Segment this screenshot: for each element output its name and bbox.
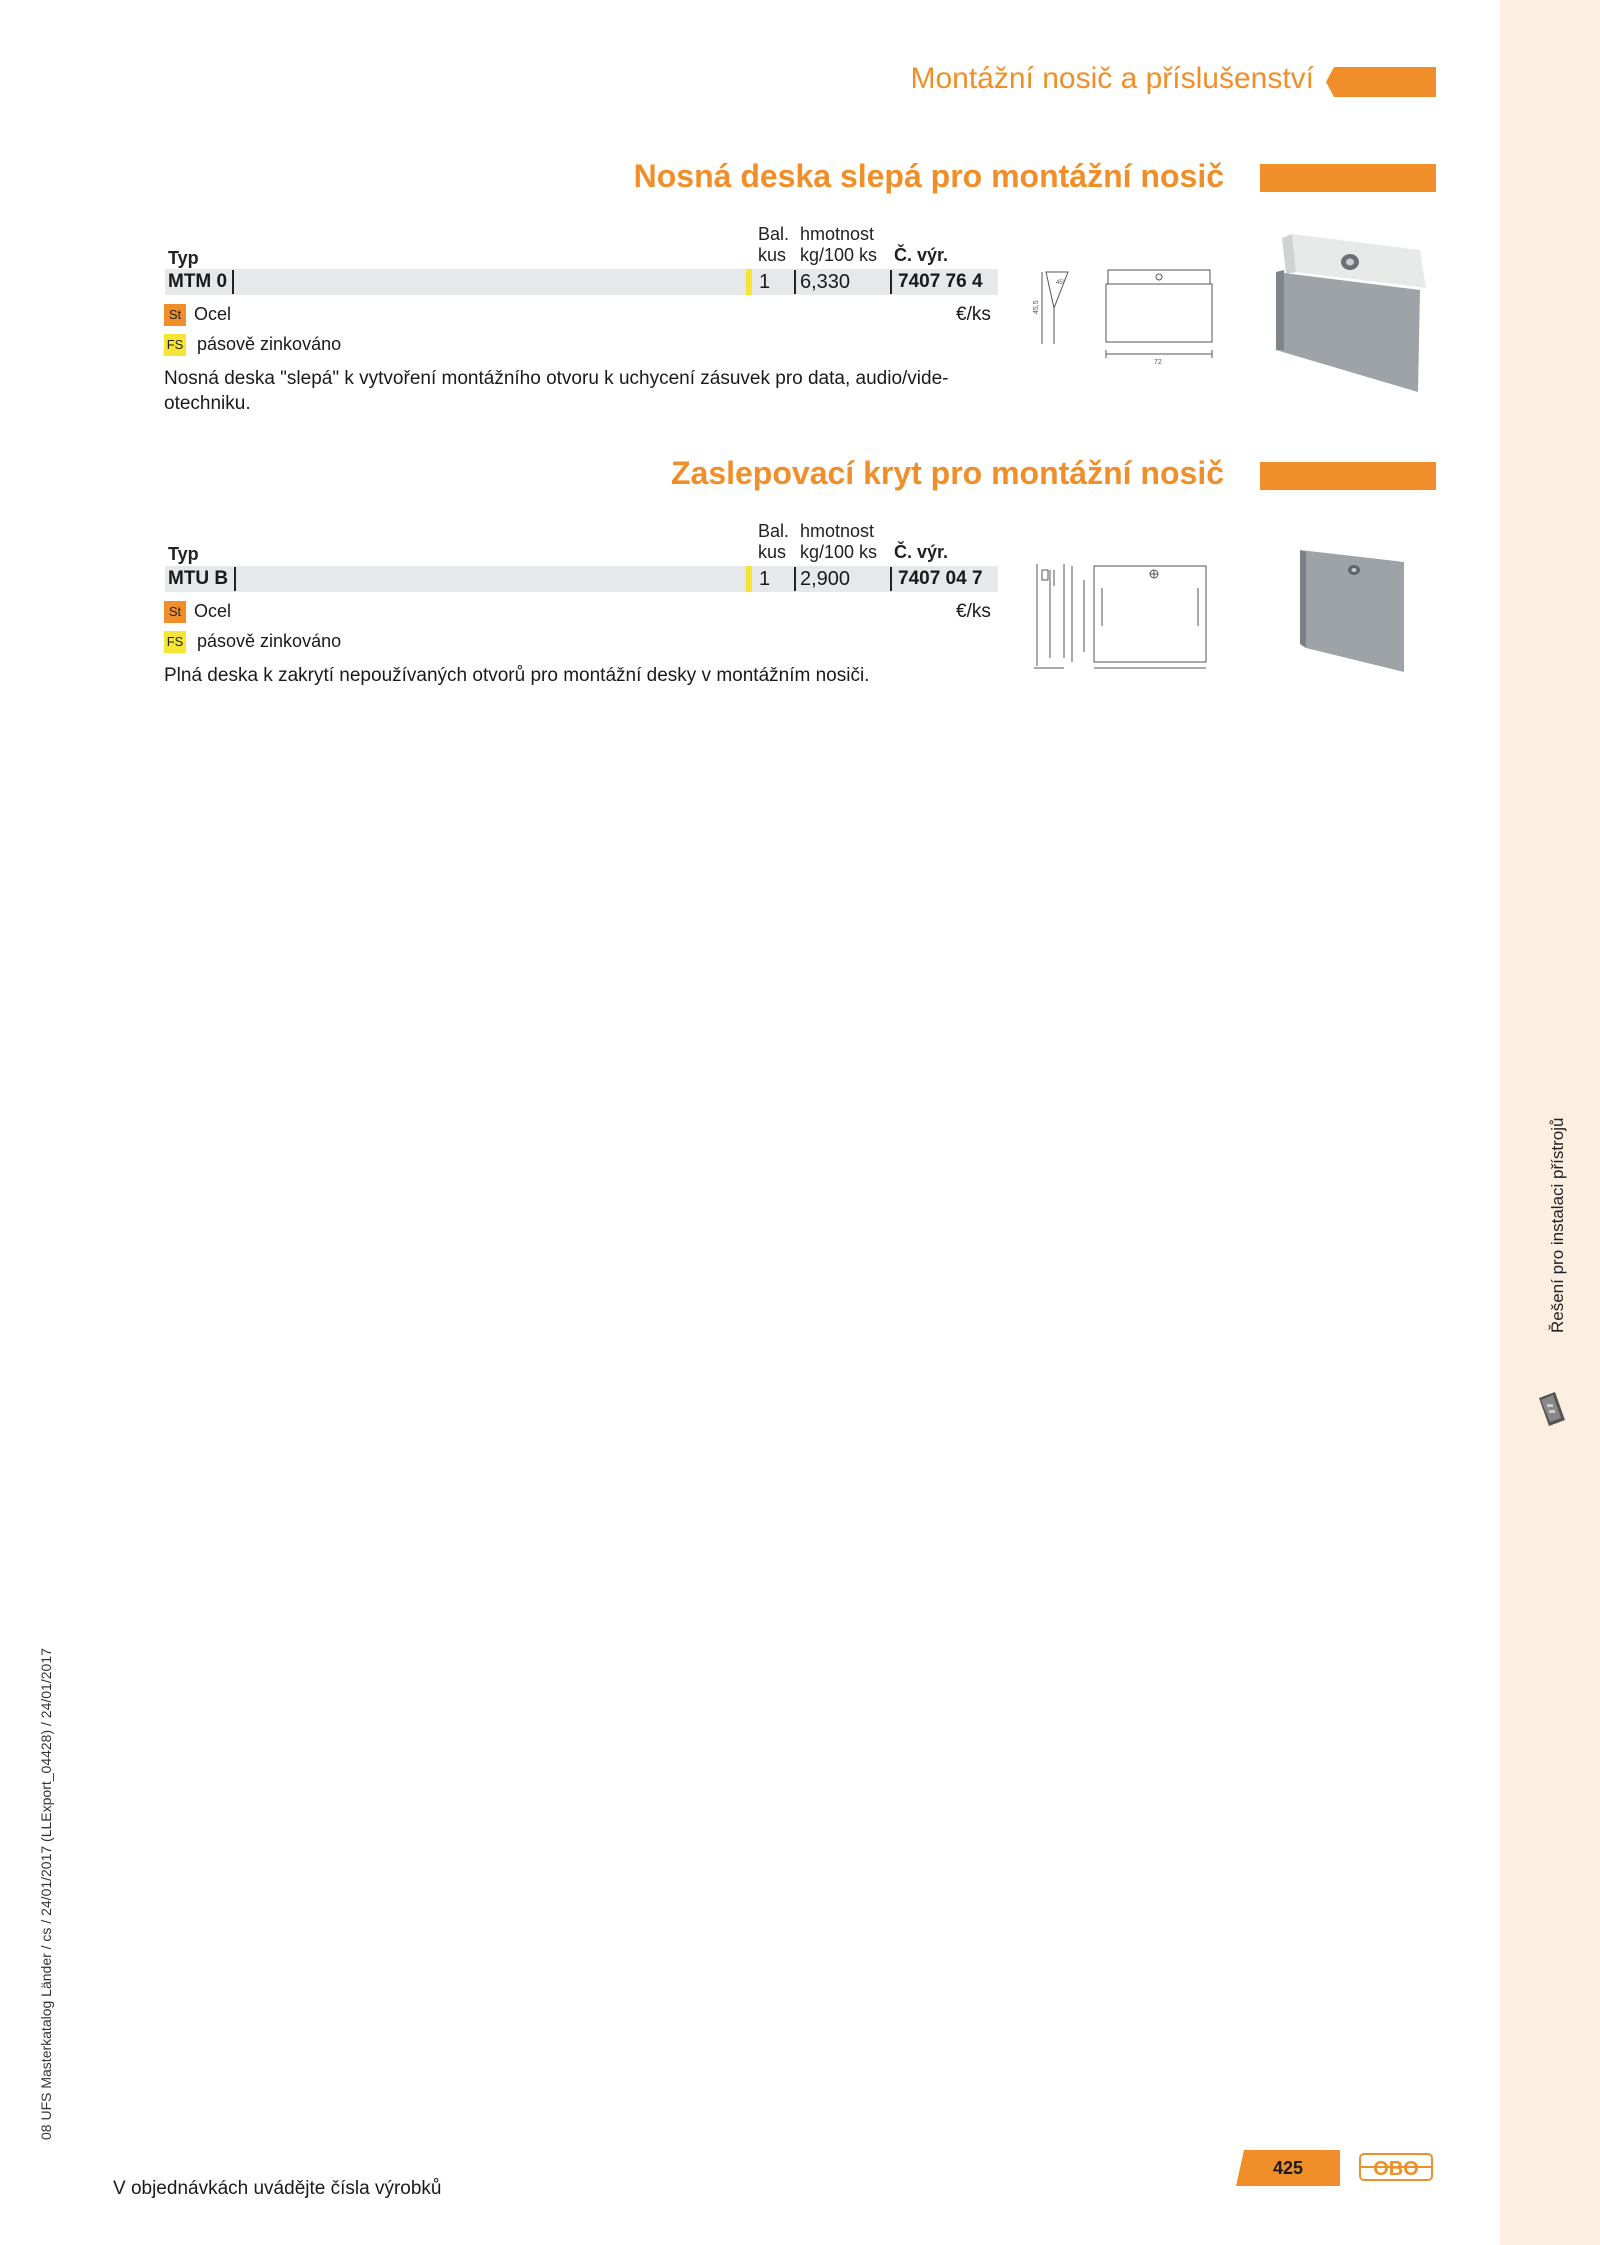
weight-value: 6,330 xyxy=(800,271,851,293)
col-head-weight: hmotnost xyxy=(800,224,875,244)
section-title: Zaslepovací kryt pro montážní nosič xyxy=(670,455,1224,491)
col-head-weight-unit: kg/100 ks xyxy=(800,245,878,265)
technical-drawing xyxy=(1032,262,1232,372)
header-accent-bar xyxy=(1326,67,1436,97)
product-description xyxy=(164,366,994,416)
product-image xyxy=(1296,548,1408,672)
page-number: 425 xyxy=(1272,2158,1304,2178)
cell-divider xyxy=(890,270,892,294)
col-head-article: Č. výr. xyxy=(894,542,949,562)
material-badge: St xyxy=(164,304,186,326)
material-label: Ocel xyxy=(194,304,232,324)
article-number: 7407 76 4 xyxy=(898,271,983,292)
brand-text: OBO xyxy=(1373,2158,1419,2180)
finish-badge: FS xyxy=(164,631,186,653)
finish-badge: FS xyxy=(164,334,186,356)
cell-divider xyxy=(234,567,236,591)
col-head-bal: Bal. xyxy=(758,224,790,244)
pack-quantity: 1 xyxy=(759,568,771,590)
product-image xyxy=(1270,232,1426,394)
catalog-metadata: 08 UFS Masterkatalog Länder / cs / 24/01/2017 (LLExport_04428) / 24/01/2017 xyxy=(38,1648,54,2140)
device-icon xyxy=(1535,1390,1569,1430)
cell-divider xyxy=(232,270,234,294)
description-line: otechniku. xyxy=(164,393,251,414)
product-description xyxy=(164,663,994,688)
col-head-article: Č. výr. xyxy=(894,245,949,265)
col-head-weight-unit: kg/100 ks xyxy=(800,542,878,562)
section-accent-bar xyxy=(1260,164,1436,192)
col-head-bal: Bal. xyxy=(758,521,790,541)
finish-label: pásově zinkováno xyxy=(197,631,342,651)
dimension-label: 45,5 xyxy=(1033,300,1040,314)
dimension-label: 72 xyxy=(1154,359,1162,366)
table-row xyxy=(165,566,998,592)
col-head-type: Typ xyxy=(168,248,199,268)
description-line: Plná deska k zakrytí nepoužívaných otvorů pro montážní desky v montážním nosiči. xyxy=(164,665,870,686)
weight-value: 2,900 xyxy=(800,568,851,590)
price-unit: €/ks xyxy=(956,601,991,622)
pack-quantity: 1 xyxy=(759,271,771,293)
cell-divider xyxy=(890,567,892,591)
col-head-weight: hmotnost xyxy=(800,521,875,541)
side-chapter-label: Řešení pro instalaci přístrojů xyxy=(1548,1117,1567,1333)
cell-divider xyxy=(794,567,796,591)
price-unit: €/ks xyxy=(956,304,991,325)
cell-divider xyxy=(794,270,796,294)
material-label: Ocel xyxy=(194,601,232,621)
article-number: 7407 04 7 xyxy=(898,568,983,589)
section-title: Nosná deska slepá pro montážní nosič xyxy=(633,158,1224,194)
obo-logo xyxy=(1358,2152,1434,2182)
product-type: MTM 0 xyxy=(168,271,228,292)
highlight-marker xyxy=(746,269,752,295)
finish-label: pásově zinkováno xyxy=(197,334,342,354)
col-head-kus: kus xyxy=(758,245,787,265)
material-badge: St xyxy=(164,601,186,623)
section-accent-bar xyxy=(1260,462,1436,490)
footer-order-note: V objednávkách uvádějte čísla výrobků xyxy=(113,2178,442,2199)
col-head-kus: kus xyxy=(758,542,787,562)
description-line: Nosná deska "slepá" k vytvoření montážního otvoru k uchycení zásuvek pro data, audio/vide- xyxy=(164,368,949,389)
technical-drawing xyxy=(1032,556,1232,674)
page-header-title: Montážní nosič a příslušenství xyxy=(910,62,1314,95)
col-head-type: Typ xyxy=(168,544,199,564)
dimension-label: 45° xyxy=(1056,280,1066,286)
highlight-marker xyxy=(746,566,752,592)
table-row xyxy=(165,269,998,295)
product-type: MTU B xyxy=(168,568,229,589)
